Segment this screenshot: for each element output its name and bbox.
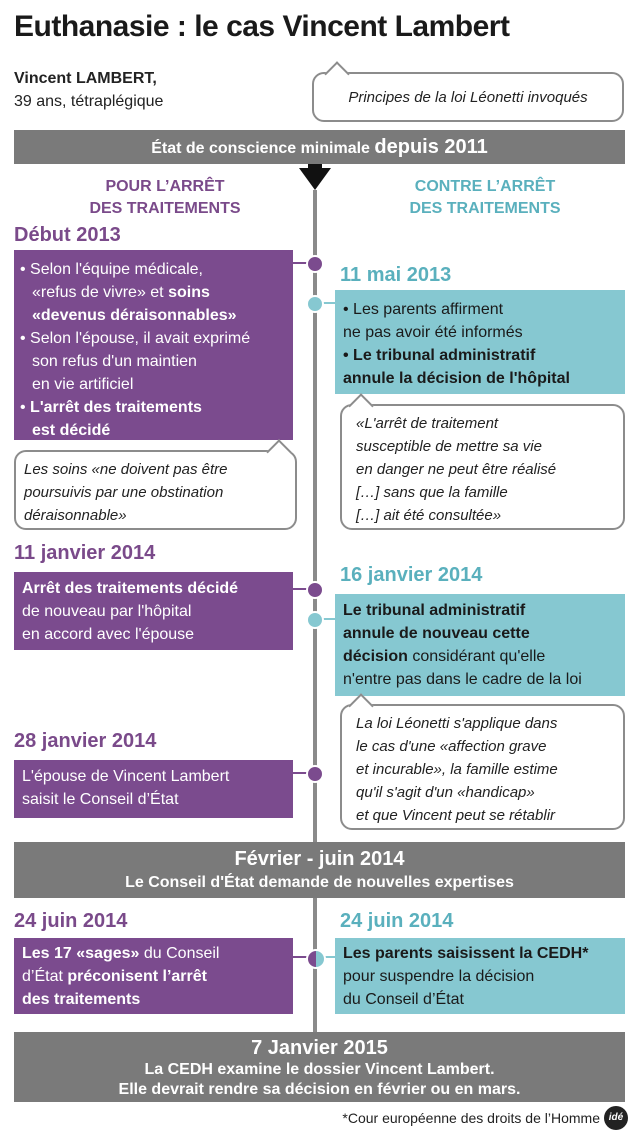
- state-strong: depuis 2011: [374, 136, 488, 158]
- subject-name: Vincent LAMBERT,: [14, 70, 157, 87]
- fev-juin-2014-subtitle: Le Conseil d'État demande de nouvelles expertises: [125, 874, 514, 891]
- timeline-dot-28-janvier-2014: [306, 765, 324, 783]
- box-24-juin-2014-pour: Les 17 «sages» du Conseil d’État préconisent l’arrêt des traitements: [14, 938, 293, 1014]
- quote-bubble-debut-2013: Les soins «ne doivent pas être poursuivis par une obstination déraisonnable»: [14, 450, 297, 530]
- timeline-dot-16-janvier-2014: [306, 611, 324, 629]
- date-11-janvier-2014: 11 janvier 2014: [14, 542, 156, 564]
- principles-bubble: [312, 72, 624, 122]
- fev-juin-2014-title: Février - juin 2014: [234, 848, 405, 870]
- timeline-dot-11-janvier-2014: [306, 581, 324, 599]
- date-16-janvier-2014: 16 janvier 2014: [340, 564, 483, 586]
- principles-text: Principes de la loi Léonetti invoqués: [348, 89, 588, 106]
- ide-logo: idé: [604, 1106, 628, 1130]
- state-bar: [14, 130, 625, 164]
- footnote: *Cour européenne des droits de l’Homme: [342, 1110, 600, 1126]
- date-debut-2013: Début 2013: [14, 224, 121, 246]
- box-28-janvier-2014: L'épouse de Vincent Lambert saisit le Conseil d’État: [14, 760, 293, 818]
- janvier-2015-line1: La CEDH examine le dossier Vincent Lambert.: [144, 1061, 495, 1078]
- quote-bubble-11-mai-2013: «L'arrêt de traitement susceptible de mettre sa vie en danger ne peut être réalisé […] sans que la famille […] ait été consultée»: [340, 404, 625, 530]
- page-title: Euthanasie : le cas Vincent Lambert: [14, 10, 510, 43]
- box-16-janvier-2014: Le tribunal administratif annule de nouveau cette décision considérant qu'elle n'entre pas dans le cadre de la loi: [335, 594, 625, 696]
- date-11-mai-2013: 11 mai 2013: [340, 264, 452, 286]
- fev-juin-2014-bar: [14, 842, 625, 898]
- date-28-janvier-2014: 28 janvier 2014: [14, 730, 157, 752]
- timeline-dot-24-juin-2014: [306, 949, 326, 969]
- timeline-line: [313, 190, 317, 842]
- arrow-stem: [308, 164, 322, 174]
- state-text: État de conscience minimale: [151, 140, 375, 157]
- date-24-juin-2014-pour: 24 juin 2014: [14, 910, 128, 932]
- box-11-janvier-2014: Arrêt des traitements décidé de nouveau par l'hôpital en accord avec l'épouse: [14, 572, 293, 650]
- column-head-pour: POUR L’ARRÊT DES TRAITEMENTS: [89, 178, 241, 217]
- timeline-dot-debut-2013: [306, 255, 324, 273]
- box-debut-2013: • Selon l'équipe médicale, «refus de vivre» et soins «devenus déraisonnables» • Selon l'épouse, il avait exprimé son refus d'un maintien en vie artificiel • L'arrêt des traitements est décidé: [14, 250, 293, 440]
- janvier-2015-bar: [14, 1032, 625, 1102]
- janvier-2015-line2: Elle devrait rendre sa décision en février ou en mars.: [118, 1081, 521, 1098]
- timeline-dot-11-mai-2013: [306, 295, 324, 313]
- janvier-2015-title: 7 Janvier 2015: [251, 1037, 388, 1059]
- quote-bubble-16-janvier-2014: La loi Léonetti s'applique dans le cas d'une «affection grave et incurable», la famille estime qu'il s'agit d'un «handicap» et que Vincent peut se rétablir: [340, 704, 625, 830]
- column-head-contre: CONTRE L’ARRÊT DES TRAITEMENTS: [409, 178, 561, 217]
- subject-description: 39 ans, tétraplégique: [14, 93, 164, 110]
- date-24-juin-2014-contre: 24 juin 2014: [340, 910, 454, 932]
- box-11-mai-2013: • Les parents affirment ne pas avoir été informés • Le tribunal administratif annule la décision de l'hôpital: [335, 290, 625, 394]
- box-24-juin-2014-contre: Les parents saisissent la CEDH* pour suspendre la décision du Conseil d’État: [335, 938, 625, 1014]
